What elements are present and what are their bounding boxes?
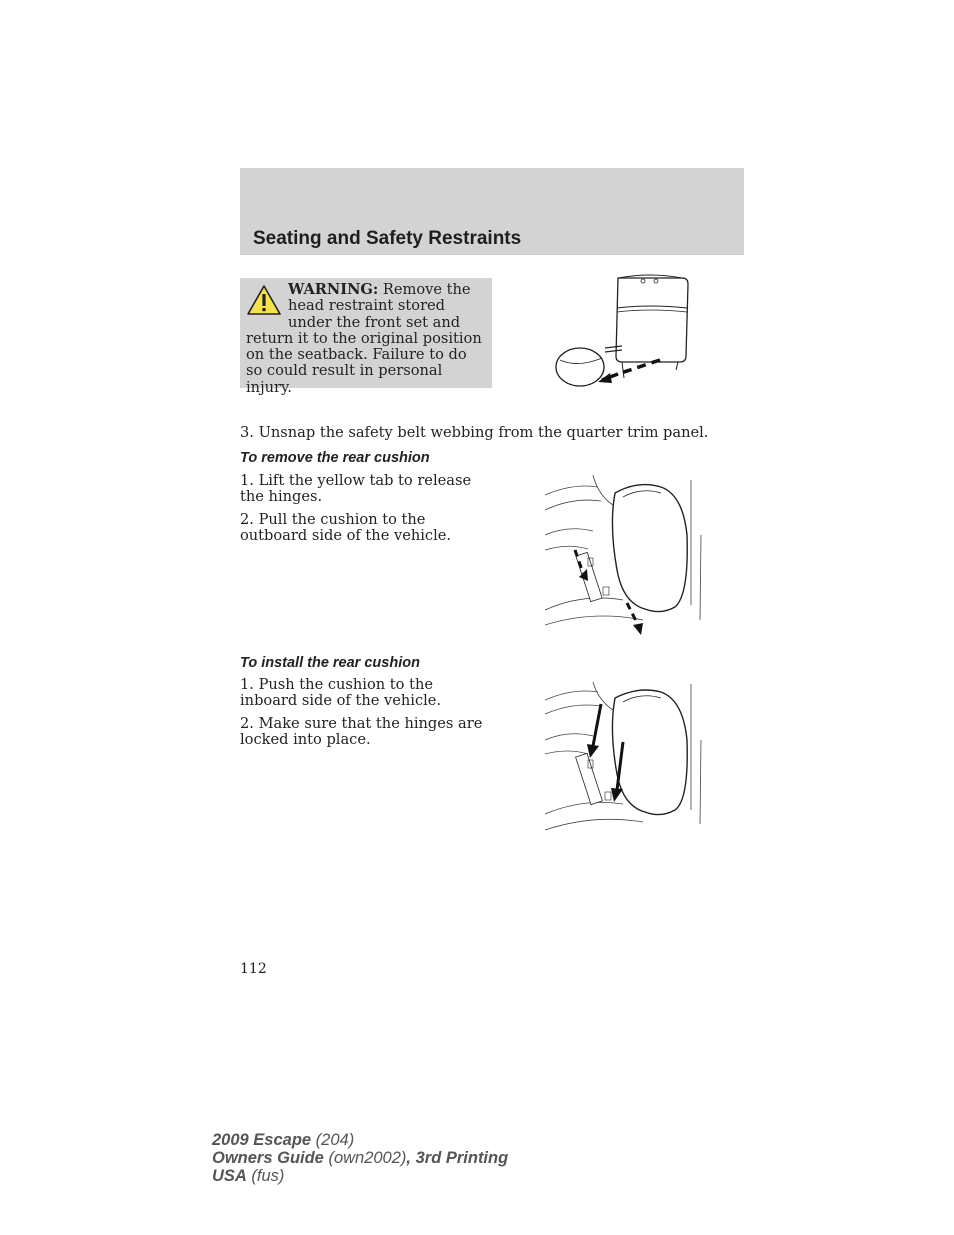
page-title: Seating and Safety Restraints (253, 228, 522, 249)
footer-model: 2009 Escape (212, 1131, 312, 1149)
install-step-2: 2. Make sure that the hinges are locked into place. (240, 715, 483, 749)
remove-step-2: 2. Pull the cushion to the outboard side of the vehicle. (240, 511, 452, 545)
footer-model-code: (204) (311, 1131, 355, 1149)
install-cushion-illustration (543, 682, 703, 834)
warning-triangle-icon (246, 284, 282, 316)
footer-printing: , 3rd Printing (406, 1149, 509, 1167)
install-step-1: 1. Push the cushion to the inboard side of the vehicle. (240, 676, 442, 710)
footer-region: USA (212, 1167, 247, 1185)
step-3-text: 3. Unsnap the safety belt webbing from the quarter trim panel. (240, 424, 709, 441)
warning-label: WARNING: (288, 281, 379, 298)
head-restraint-illustration (550, 270, 700, 395)
remove-step-1: 1. Lift the yellow tab to release the hinges. (240, 472, 472, 506)
warning-text: Remove the head restraint stored under the front set and return it to the original position on the seatback. Failure to do so could result in personal injury. (246, 281, 482, 396)
page-number: 112 (240, 961, 267, 977)
footer-region-code: (fus) (246, 1167, 285, 1185)
footer-guide: Owners Guide (212, 1149, 324, 1167)
document-footer (212, 1131, 508, 1185)
install-cushion-heading: To install the rear cushion (240, 655, 420, 671)
warning-box (240, 278, 492, 396)
remove-cushion-heading: To remove the rear cushion (240, 450, 430, 466)
footer-guide-code: (own2002) (323, 1149, 407, 1167)
remove-cushion-illustration (543, 475, 703, 637)
